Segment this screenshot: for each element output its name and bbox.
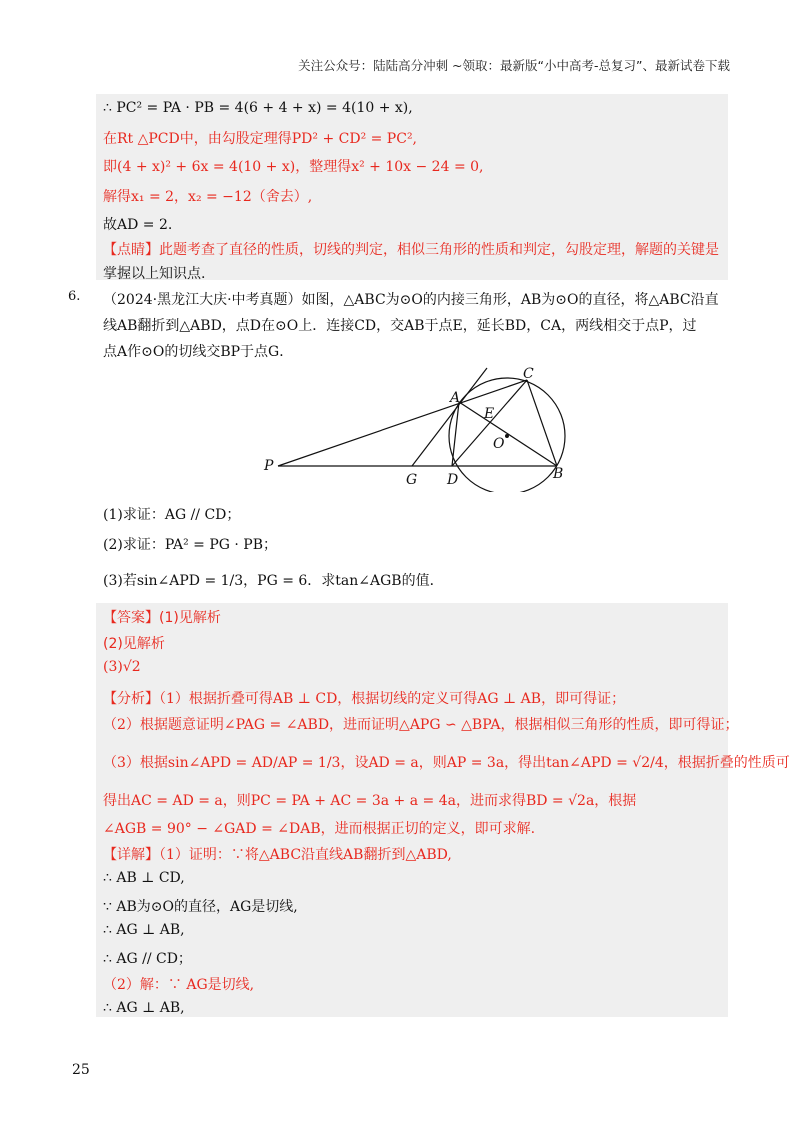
page-header: 关注公众号：陆陆高分冲刺 ~领取：最新版“小中高考-总复习”、最新试卷下载: [298, 58, 730, 73]
question-part-3: (3)若sin∠APD = 1/3，PG = 6．求tan∠AGB的值．: [103, 573, 444, 589]
detail-line: ∴ AG ⊥ AB,: [103, 1000, 185, 1016]
question-part-2: (2)求证：PA² = PG · PB；: [103, 537, 277, 553]
analysis-line: （2）根据题意证明∠PAG = ∠ABD，进而证明△APG ∽ △BPA，根据相似三角形的性质，即可得证；: [103, 717, 739, 733]
geometry-figure: [250, 362, 580, 492]
analysis-line: ∠AGB = 90° − ∠GAD = ∠DAB，进而根据正切的定义，即可求解.: [103, 821, 536, 837]
line-cb: [527, 380, 557, 466]
detail-line: ∴ AG ⊥ AB,: [103, 922, 185, 938]
label-d: D: [447, 472, 459, 488]
label-b: B: [553, 466, 564, 482]
solution-line: 解得x₁ = 2，x₂ = −12（舍去）,: [103, 189, 313, 205]
label-e: E: [484, 406, 495, 422]
detail-line: ∵ AB为⊙O的直径，AG是切线,: [103, 899, 298, 915]
label-o: O: [493, 436, 505, 452]
answer-line: (2)见解析: [103, 636, 165, 652]
solution-line: 故AD = 2.: [103, 217, 173, 233]
analysis-line: 得出AC = AD = a，则PC = PA + AC = 3a + a = 4a，进而求得BD = √2a，根据: [103, 793, 637, 809]
detail-line: ∴ AG // CD；: [103, 951, 192, 967]
detail-line: 【详解】（1）证明：∵将△ABC沿直线AB翻折到△ABD,: [103, 847, 452, 863]
remark-line: 【点睛】此题考查了直径的性质，切线的判定，相似三角形的性质和判定，勾股定理，解题的关键是: [103, 242, 719, 258]
solution-line: 即(4 + x)² + 6x = 4(10 + x)，整理得x² + 10x − 24 = 0,: [103, 159, 484, 175]
answer-line: (3)√2: [103, 659, 141, 675]
page-number: 25: [72, 1062, 90, 1078]
tangent-ag: [412, 368, 487, 466]
label-a: A: [450, 390, 461, 406]
label-c: C: [523, 366, 534, 382]
analysis-line: （3）根据sin∠APD = AD/AP = 1/3，设AD = a，则AP = 3a，得出tan∠APD = √2/4，根据折叠的性质可: [103, 755, 790, 771]
remark-line: 掌握以上知识点.: [103, 266, 206, 282]
analysis-line: 【分析】（1）根据折叠可得AB ⊥ CD，根据切线的定义可得AG ⊥ AB，即可得证；: [103, 691, 626, 707]
problem-number: 6.: [68, 289, 81, 304]
solution-line: 在Rt △PCD中，由勾股定理得PD² + CD² = PC²,: [103, 131, 418, 147]
line-ab: [459, 402, 557, 466]
detail-line: ∴ AB ⊥ CD,: [103, 870, 185, 886]
problem-line: 点A作⊙O的切线交BP于点G．: [103, 344, 294, 360]
question-part-1: (1)求证：AG // CD；: [103, 507, 241, 523]
solution-line: ∴ PC² = PA · PB = 4(6 + 4 + x) = 4(10 + x),: [103, 100, 413, 116]
detail-line: （2）解：∵ AG是切线,: [103, 977, 255, 993]
answer-line: 【答案】(1)见解析: [103, 610, 221, 626]
label-p: P: [264, 458, 274, 474]
label-g: G: [406, 472, 418, 488]
center-point: [505, 434, 509, 438]
problem-line: （2024·黑龙江大庆·中考真题）如图，△ABC为⊙O的内接三角形，AB为⊙O的直径，将△ABC沿直: [103, 292, 719, 308]
problem-line: 线AB翻折到△ABD，点D在⊙O上．连接CD，交AB于点E，延长BD，CA，两线相交于点P，过: [103, 318, 697, 334]
